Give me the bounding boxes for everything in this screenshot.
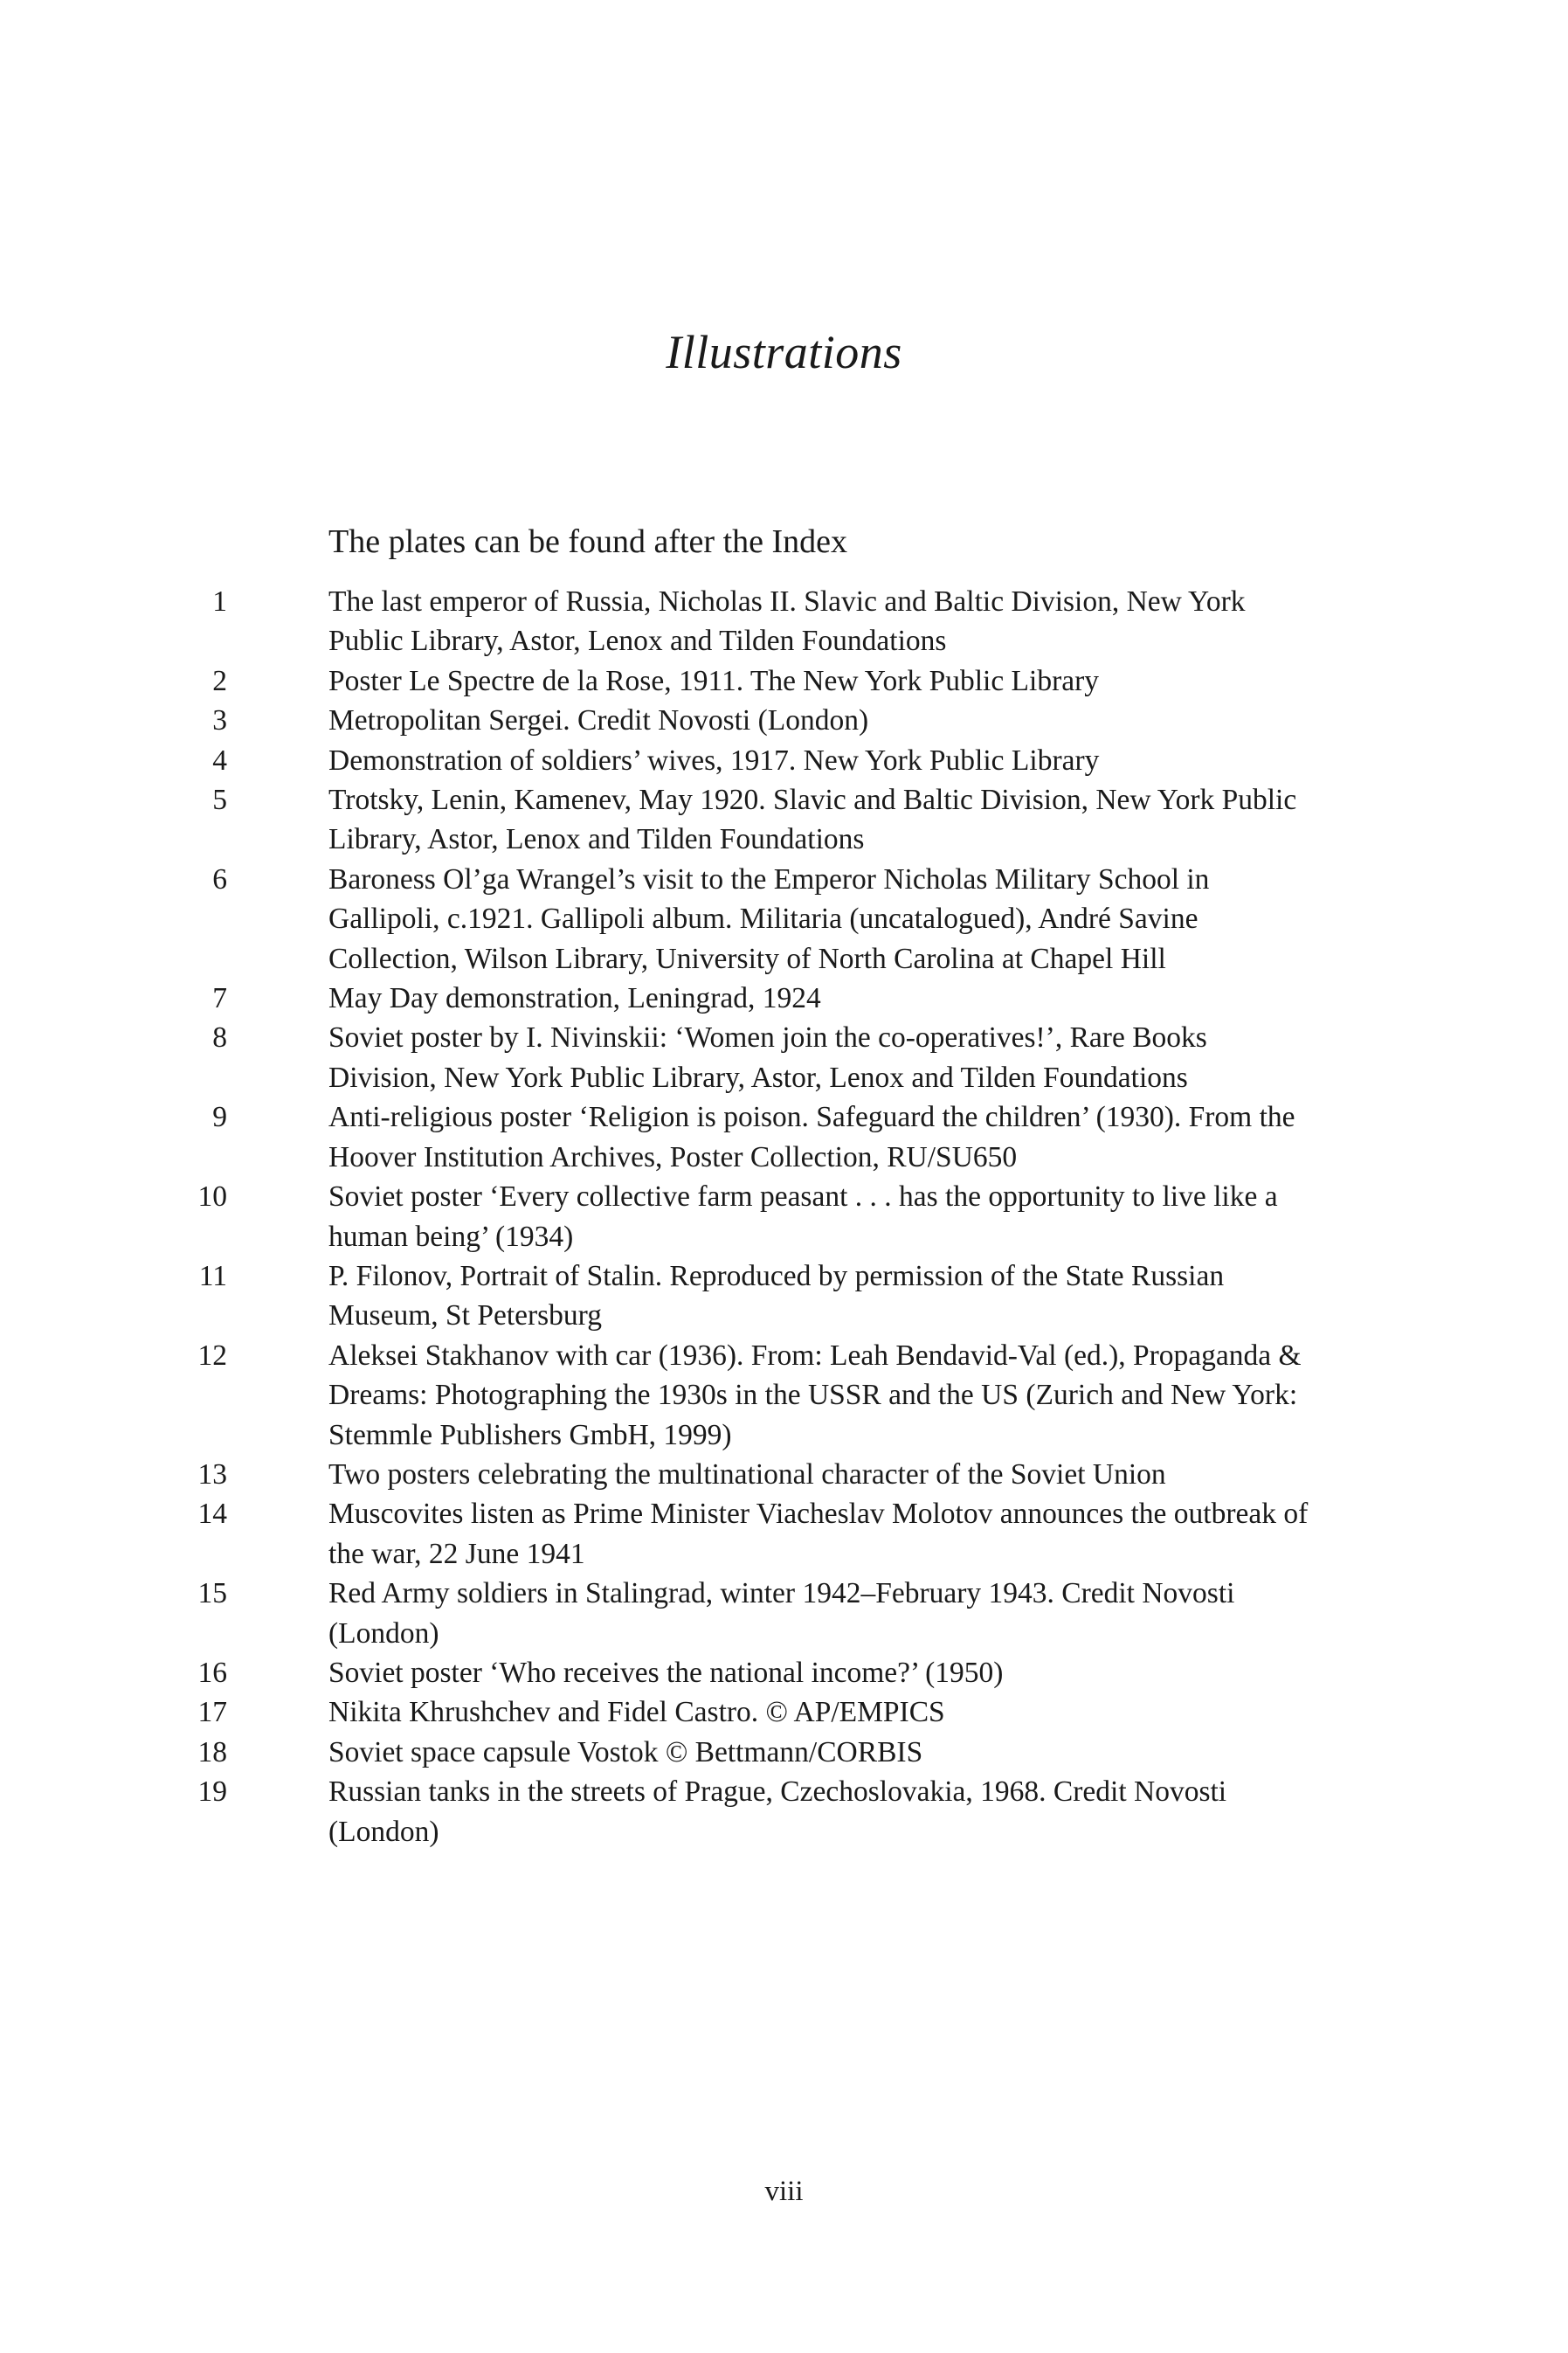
plate-caption: Soviet poster by I. Nivinskii: ‘Women join the co-operatives!’, Rare Books Division, New York Public Library, Astor, Lenox and Tilden Foundations bbox=[328, 1021, 1207, 1094]
plate-caption: May Day demonstration, Leningrad, 1924 bbox=[328, 982, 821, 1015]
plates-list bbox=[183, 582, 1319, 1851]
plate-caption: Nikita Khrushchev and Fidel Castro. © AP/EMPICS bbox=[328, 1696, 945, 1729]
plate-number: 14 bbox=[197, 1498, 227, 1531]
list-item bbox=[183, 1733, 1319, 1772]
plate-caption: Poster Le Spectre de la Rose, 1911. The New York Public Library bbox=[328, 664, 1100, 697]
plate-caption: Anti-religious poster ‘Religion is poison. Safeguard the children’ (1930). From the Hoover Institution Archives, Poster Collection, RU/SU650 bbox=[328, 1101, 1295, 1173]
list-item bbox=[183, 582, 1319, 661]
list-item bbox=[183, 661, 1319, 701]
plate-caption: Soviet poster ‘Who receives the national income?’ (1950) bbox=[328, 1656, 1004, 1689]
plate-caption: Soviet space capsule Vostok © Bettmann/CORBIS bbox=[328, 1735, 923, 1768]
plate-caption: P. Filonov, Portrait of Stalin. Reproduced by permission of the State Russian Museum, St Petersburg bbox=[328, 1259, 1225, 1332]
list-item bbox=[183, 979, 1319, 1018]
plate-number: 6 bbox=[212, 862, 227, 896]
plate-caption: Red Army soldiers in Stalingrad, winter 1942–February 1943. Credit Novosti (London) bbox=[328, 1577, 1235, 1650]
plate-caption: Demonstration of soldiers’ wives, 1917. New York Public Library bbox=[328, 744, 1100, 777]
plate-number: 1 bbox=[212, 585, 227, 618]
list-item bbox=[183, 1574, 1319, 1653]
plate-caption: Two posters celebrating the multinational character of the Soviet Union bbox=[328, 1457, 1166, 1491]
list-item bbox=[183, 1494, 1319, 1574]
plate-caption: Baroness Ol’ga Wrangel’s visit to the Emperor Nicholas Military School in Gallipoli, c.1921. Gallipoli album. Militaria (uncatalogued), André Savine Collection, Wilson Library, University of North Carolina at Chapel Hill bbox=[328, 862, 1210, 975]
plate-number: 7 bbox=[212, 982, 227, 1015]
list-item bbox=[183, 860, 1319, 979]
plate-number: 12 bbox=[197, 1339, 227, 1372]
plate-caption: Russian tanks in the streets of Prague, Czechoslovakia, 1968. Credit Novosti (London) bbox=[328, 1775, 1227, 1848]
list-item bbox=[183, 1455, 1319, 1494]
list-item bbox=[183, 1018, 1319, 1097]
page-number: viii bbox=[764, 2176, 804, 2207]
intro-note: The plates can be found after the Index bbox=[328, 523, 848, 560]
plate-number: 10 bbox=[197, 1180, 227, 1214]
plate-number: 17 bbox=[197, 1696, 227, 1729]
list-item bbox=[183, 1772, 1319, 1851]
plate-number: 8 bbox=[212, 1021, 227, 1055]
plate-number: 2 bbox=[212, 664, 227, 697]
list-item bbox=[183, 1653, 1319, 1692]
plate-number: 5 bbox=[212, 784, 227, 817]
list-item bbox=[183, 1256, 1319, 1336]
list-item bbox=[183, 701, 1319, 740]
plate-caption: Metropolitan Sergei. Credit Novosti (London) bbox=[328, 704, 869, 737]
plate-number: 11 bbox=[198, 1259, 227, 1292]
list-item bbox=[183, 1097, 1319, 1177]
plate-number: 18 bbox=[197, 1735, 227, 1768]
plate-caption: Aleksei Stakhanov with car (1936). From: Leah Bendavid-Val (ed.), Propaganda & Dreams: Photographing the 1930s in the USSR and the US (Zurich and New York: Stemmle Publishers GmbH, 1999) bbox=[328, 1339, 1302, 1451]
plate-number: 19 bbox=[197, 1775, 227, 1809]
plate-number: 15 bbox=[197, 1577, 227, 1610]
plate-caption: Soviet poster ‘Every collective farm peasant . . . has the opportunity to live like a human being’ (1934) bbox=[328, 1180, 1278, 1253]
plate-caption: Trotsky, Lenin, Kamenev, May 1920. Slavic and Baltic Division, New York Public Library, Astor, Lenox and Tilden Foundations bbox=[328, 784, 1297, 856]
plate-number: 3 bbox=[212, 704, 227, 737]
plate-number: 16 bbox=[197, 1656, 227, 1689]
list-item bbox=[183, 1177, 1319, 1256]
list-item bbox=[183, 1692, 1319, 1732]
list-item bbox=[183, 1336, 1319, 1455]
plate-number: 13 bbox=[197, 1457, 227, 1491]
plate-number: 9 bbox=[212, 1101, 227, 1134]
list-item bbox=[183, 780, 1319, 860]
plate-caption: Muscovites listen as Prime Minister Viacheslav Molotov announces the outbreak of the war, 22 June 1941 bbox=[328, 1498, 1309, 1570]
plate-number: 4 bbox=[212, 744, 227, 777]
list-item bbox=[183, 741, 1319, 780]
plate-caption: The last emperor of Russia, Nicholas II. Slavic and Baltic Division, New York Public Library, Astor, Lenox and Tilden Foundations bbox=[328, 585, 1246, 658]
page-title: Illustrations bbox=[666, 326, 902, 378]
